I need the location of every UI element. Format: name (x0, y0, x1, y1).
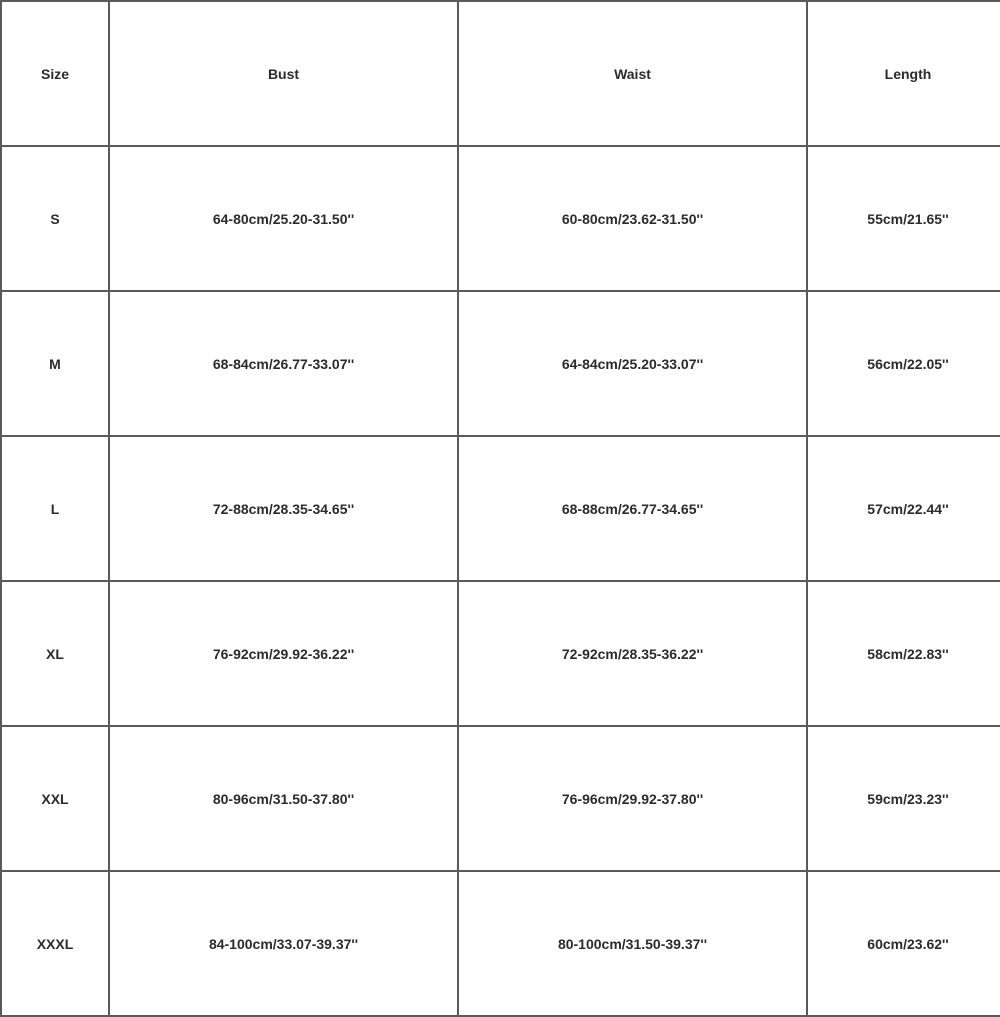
bust-cell: 68-84cm/26.77-33.07'' (109, 291, 458, 436)
waist-cell: 60-80cm/23.62-31.50'' (458, 146, 807, 291)
table-row (1, 871, 1000, 1016)
length-cell: 60cm/23.62'' (807, 871, 1000, 1016)
table-row (1, 146, 1000, 291)
length-cell: 59cm/23.23'' (807, 726, 1000, 871)
table-row (1, 436, 1000, 581)
waist-cell: 80-100cm/31.50-39.37'' (458, 871, 807, 1016)
table-header-row (1, 1, 1000, 146)
table-row (1, 581, 1000, 726)
waist-cell: 68-88cm/26.77-34.65'' (458, 436, 807, 581)
length-cell: 56cm/22.05'' (807, 291, 1000, 436)
size-cell: L (1, 436, 109, 581)
table-row (1, 726, 1000, 871)
header-size: Size (1, 1, 109, 146)
bust-cell: 64-80cm/25.20-31.50'' (109, 146, 458, 291)
bust-cell: 84-100cm/33.07-39.37'' (109, 871, 458, 1016)
length-cell: 57cm/22.44'' (807, 436, 1000, 581)
bust-cell: 76-92cm/29.92-36.22'' (109, 581, 458, 726)
size-cell: XL (1, 581, 109, 726)
size-cell: XXL (1, 726, 109, 871)
header-length: Length (807, 1, 1000, 146)
waist-cell: 72-92cm/28.35-36.22'' (458, 581, 807, 726)
size-cell: XXXL (1, 871, 109, 1016)
header-waist: Waist (458, 1, 807, 146)
size-cell: S (1, 146, 109, 291)
bust-cell: 80-96cm/31.50-37.80'' (109, 726, 458, 871)
waist-cell: 76-96cm/29.92-37.80'' (458, 726, 807, 871)
length-cell: 55cm/21.65'' (807, 146, 1000, 291)
waist-cell: 64-84cm/25.20-33.07'' (458, 291, 807, 436)
length-cell: 58cm/22.83'' (807, 581, 1000, 726)
size-cell: M (1, 291, 109, 436)
table-row (1, 291, 1000, 436)
header-bust: Bust (109, 1, 458, 146)
bust-cell: 72-88cm/28.35-34.65'' (109, 436, 458, 581)
